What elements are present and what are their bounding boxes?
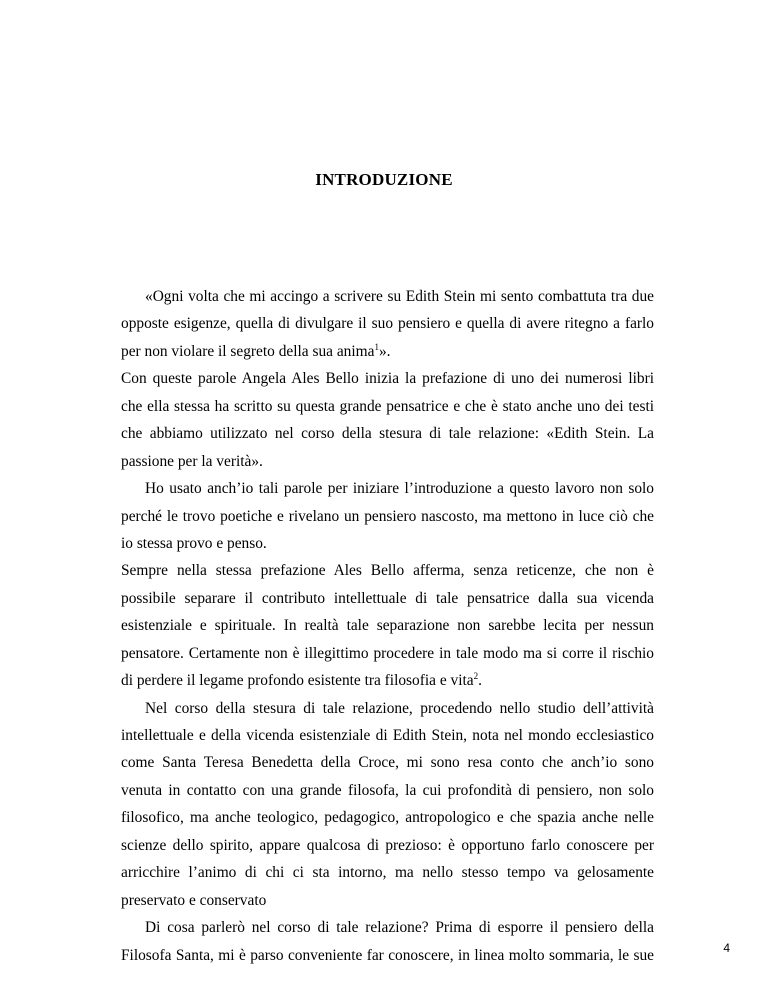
text-segment: per non violare il segreto della sua anima <box>121 342 375 360</box>
page-number: 4 <box>723 941 730 955</box>
page-title: INTRODUZIONE <box>315 170 453 189</box>
text-line <box>121 667 654 694</box>
text-line <box>121 338 654 365</box>
footnote-ref-2[interactable]: 2 <box>473 671 479 682</box>
text-line: possibile separare il contributo intellettuale di tale pensatrice dalla sua vicenda <box>121 589 654 607</box>
text-line: come Santa Teresa Benedetta della Croce, mi sono resa conto che anch’io sono <box>121 754 654 772</box>
text-line: «Ogni volta che mi accingo a scrivere su Edith Stein mi sento combattuta tra due <box>145 288 654 305</box>
text-line: pensatore. Certamente non è illegittimo procedere in tale modo ma si corre il rischio <box>121 644 654 662</box>
text-line: Sempre nella stessa prefazione Ales Bello afferma, senza reticenze, che non è <box>121 562 654 580</box>
text-line: Di cosa parlerò nel corso di tale relazione? Prima di esporre il pensiero della <box>145 919 654 937</box>
text-line: che abbiamo utilizzato nel corso della stesura di tale relazione: «Edith Stein. La <box>121 425 654 443</box>
text-line: io stessa provo e penso. <box>121 534 267 552</box>
text-segment: di perdere il legame profondo esistente tra filosofia e vita <box>121 672 474 690</box>
text-line: venuta in contatto con una grande filosofa, la cui profondità di pensiero, non solo <box>121 781 654 799</box>
text-line: scienze dello spirito, appare qualcosa di prezioso: è opportuno farlo conoscere per <box>121 836 654 854</box>
text-line: Filosofa Santa, mi è parso conveniente far conoscere, in linea molto sommaria, le sue <box>121 946 654 964</box>
text-line: Nel corso della stesura di tale relazione, procedendo nello studio dell’attività <box>145 699 654 717</box>
text-line: perché le trovo poetiche e rivelano un pensiero nascosto, ma mettono in luce ciò che <box>121 507 654 525</box>
text-line: esistenziale e spirituale. In realtà tale separazione non sarebbe lecita per nessun <box>121 617 654 635</box>
text-line: filosofico, ma anche teologico, pedagogico, antropologico e che spazia anche nelle <box>121 809 654 827</box>
text-segment: ». <box>378 342 391 360</box>
text-line: preservato e conservato <box>121 891 267 909</box>
text-line: Con queste parole Angela Ales Bello inizia la prefazione di uno dei numerosi libri <box>121 370 654 388</box>
text-line: intellettuale e della vicenda esistenziale di Edith Stein, nota nel mondo ecclesiastico <box>121 727 654 744</box>
text-segment: . <box>478 672 482 690</box>
text-line: arricchire l’animo di chi ci sta intorno, ma nello stesso tempo va gelosamente <box>121 864 654 882</box>
text-line: che ella stessa ha scritto su questa grande pensatrice e che è stato anche uno dei testi <box>121 397 654 415</box>
footnote-ref-1[interactable]: 1 <box>374 341 379 352</box>
text-line: Ho usato anch’io tali parole per iniziare l’introduzione a questo lavoro non solo <box>145 480 654 498</box>
text-line: passione per la verità». <box>121 452 263 470</box>
body-text <box>121 283 654 969</box>
text-line: opposte esigenze, quella di divulgare il suo pensiero e quella di avere ritegno a farlo <box>121 315 654 333</box>
